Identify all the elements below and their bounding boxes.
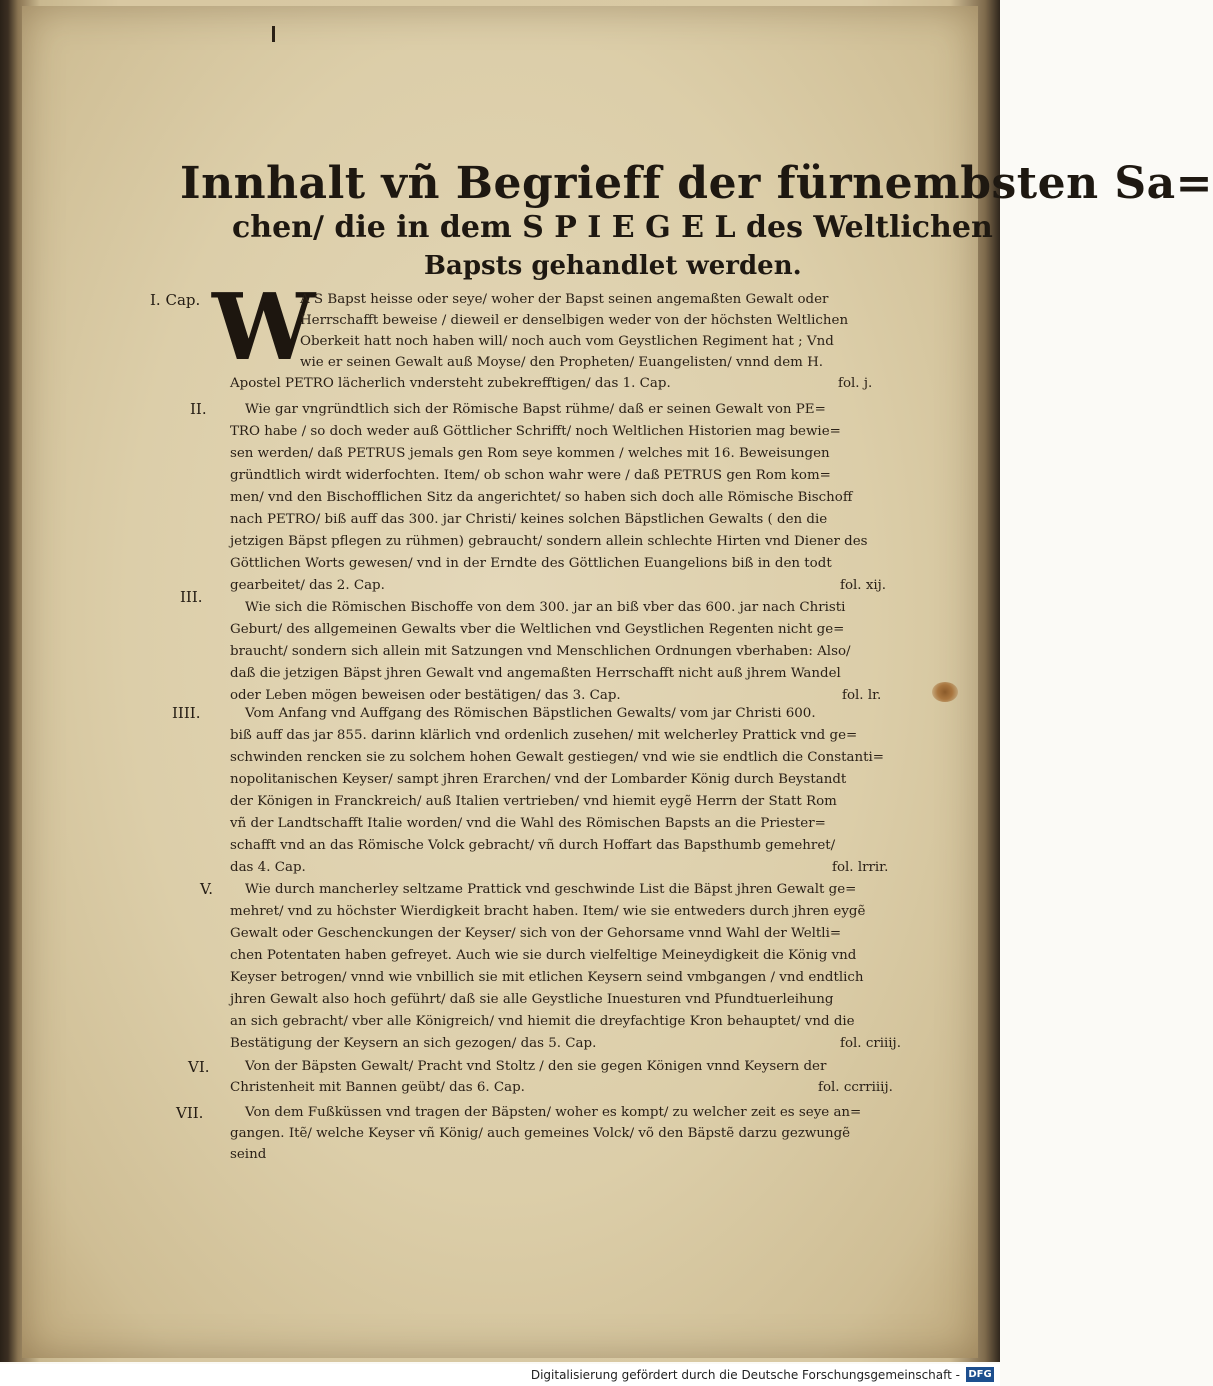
chapter-text-line: biß auff das jar 855. darinn klärlich vnd ordenlich zusehen/ mit welcherley Prattick vnd ge= [230,728,858,743]
chapter-text-line: Göttlichen Worts gewesen/ vnd in der Erndte des Göttlichen Euangelions biß in den todt [230,556,832,571]
chapter-text-line: daß die jetzigen Bäpst jhren Gewalt vnd angemaßten Herrschafft nicht auß jhrem Wandel [230,666,841,681]
chapter-text-line: schwinden rencken sie zu solchem hohen Gewalt gestiegen/ vnd wie sie endtlich die Constanti= [230,750,884,765]
chapter-label: III. [180,588,203,606]
chapter-label: IIII. [172,704,201,722]
chapter-text-line: nopolitanischen Keyser/ sampt jhren Erarchen/ vnd der Lombarder König durch Beystandt [230,772,847,787]
chapter-text-line: mehret/ vnd zu höchster Wierdigkeit bracht haben. Item/ wie sie entweders durch jhren eygẽ [230,904,866,919]
chapter-label: I. Cap. [150,291,201,309]
chapter-text-line: Christenheit mit Bannen geübt/ das 6. Cap. [230,1080,525,1095]
title-line-3: Bapsts gehandlet werden. [424,251,802,281]
chapter-text-line: das 4. Cap. [230,860,306,875]
folio-reference: fol. lr. [842,688,882,703]
chapter-text-line: an sich gebracht/ vber alle Königreich/ vnd hiemit die dreyfachtige Kron behauptet/ vnd die [230,1014,855,1029]
chapter-label: VII. [176,1104,204,1122]
chapter-text-line: A S Bapst heisse oder seye/ woher der Bapst seinen angemaßten Gewalt oder [300,292,829,307]
drop-cap: W [212,273,316,381]
footer-bar [0,1364,1000,1386]
chapter-text-line: jhren Gewalt also hoch geführt/ daß sie alle Geystliche Inuesturen vnd Pfundtuerleihung [230,992,834,1007]
chapter-text-line: chen Potentaten haben gefreyet. Auch wie sie durch vielfeltige Meineydigkeit die König vnd [230,948,857,963]
folio-reference: fol. j. [838,376,873,391]
chapter-text-line: Von dem Fußküssen vnd tragen der Bäpsten/ woher es kompt/ zu welcher zeit es seye an= [245,1105,862,1120]
chapter-text-line: Herrschafft beweise / dieweil er denselbigen weder von der höchsten Weltlichen [300,313,849,328]
chapter-text-line: schafft vnd an das Römische Volck gebracht/ vñ durch Hoffart das Bapsthumb gemehret/ [230,838,836,853]
chapter-label: V. [200,880,213,898]
chapter-text-line: gangen. Itẽ/ welche Keyser vñ König/ auch gemeines Volck/ võ den Bäpstẽ darzu gezwungẽ [230,1126,851,1141]
chapter-label: VI. [188,1058,210,1076]
chapter-text-line: Gewalt oder Geschenckungen der Keyser/ sich von der Gehorsame vnnd Wahl der Weltli= [230,926,842,941]
ink-mark [272,26,275,42]
chapter-text-line: der Königen in Franckreich/ auß Italien vertrieben/ vnd hiemit eygẽ Herrn der Statt Rom [230,794,837,809]
chapter-text-line: sen werden/ daß PETRUS jemals gen Rom seye kommen / welches mit 16. Beweisungen [230,446,830,461]
chapter-text-line: TRO habe / so doch weder auß Göttlicher Schrifft/ noch Weltlichen Historien mag bewie= [230,424,841,439]
chapter-text-line: wie er seinen Gewalt auß Moyse/ den Propheten/ Euangelisten/ vnnd dem H. [300,355,824,370]
folio-reference: fol. xij. [840,578,887,593]
chapter-text-line: men/ vnd den Bischofflichen Sitz da angerichtet/ so haben sich doch alle Römische Bischoff [230,490,853,505]
dfg-logo: DFG [966,1367,994,1382]
chapter-text-line: Vom Anfang vnd Auffgang des Römischen Bäpstlichen Gewalts/ vom jar Christi 600. [245,706,816,721]
page-title [180,158,1213,284]
chapter-text-line: Geburt/ des allgemeinen Gewalts vber die Weltlichen vnd Geystlichen Regenten nicht ge= [230,622,845,637]
folio-reference: fol. ccrriiij. [818,1080,893,1095]
chapter-text-line: Keyser betrogen/ vnnd wie vnbillich sie mit etlichen Keysern seind vmbgangen / vnd endtlich [230,970,864,985]
chapter-label: II. [190,400,207,418]
chapter-text-line: Oberkeit hatt noch haben will/ noch auch vom Geystlichen Regiment hat ; Vnd [300,334,834,349]
chapter-text-line: gearbeitet/ das 2. Cap. [230,578,385,593]
chapter-text-line: braucht/ sondern sich allein mit Satzungen vnd Menschlichen Ordnungen vberhaben: Also/ [230,644,851,659]
chapter-text-line: seind [230,1147,267,1162]
chapter-text-line: nach PETRO/ biß auff das 300. jar Christi/ keines solchen Bäpstlichen Gewalts ( den die [230,512,828,527]
chapter-text-line: gründtlich wirdt widerfochten. Item/ ob schon wahr were / daß PETRUS gen Rom kom= [230,468,831,483]
chapter-text-line: Wie gar vngründtlich sich der Römische Bapst rühme/ daß er seinen Gewalt von PE= [245,402,826,417]
paper-stain [932,682,958,702]
title-line-2: chen/ die in dem S P I E G E L des Weltlichen [232,210,993,245]
chapter-text-line: Von der Bäpsten Gewalt/ Pracht vnd Stoltz / den sie gegen Königen vnnd Keysern der [245,1059,827,1074]
chapter-text-line: Apostel PETRO lächerlich vndersteht zubekrefftigen/ das 1. Cap. [230,376,671,391]
chapter-text-line: Bestätigung der Keysern an sich gezogen/ das 5. Cap. [230,1036,597,1051]
footer-credit: Digitalisierung gefördert durch die Deutsche Forschungsgemeinschaft - [530,1368,960,1382]
chapter-text-line: jetzigen Bäpst pflegen zu rühmen) gebraucht/ sondern allein schlechte Hirten vnd Diener des [230,534,868,549]
chapter-text-line: Wie durch mancherley seltzame Prattick vnd geschwinde List die Bäpst jhren Gewalt ge= [245,882,857,897]
chapter-text-line: oder Leben mögen beweisen oder bestätigen/ das 3. Cap. [230,688,621,703]
folio-reference: fol. lrrir. [832,860,889,875]
folio-reference: fol. criiij. [840,1036,901,1051]
chapter-text-line: Wie sich die Römischen Bischoffe von dem 300. jar an biß vber das 600. jar nach Christi [245,600,846,615]
chapter-text-line: vñ der Landtschafft Italie worden/ vnd die Wahl des Römischen Bapsts an die Priester= [230,816,826,831]
title-line-1: Innhalt vñ Begrieff der fürnembsten Sa= [180,158,1213,209]
